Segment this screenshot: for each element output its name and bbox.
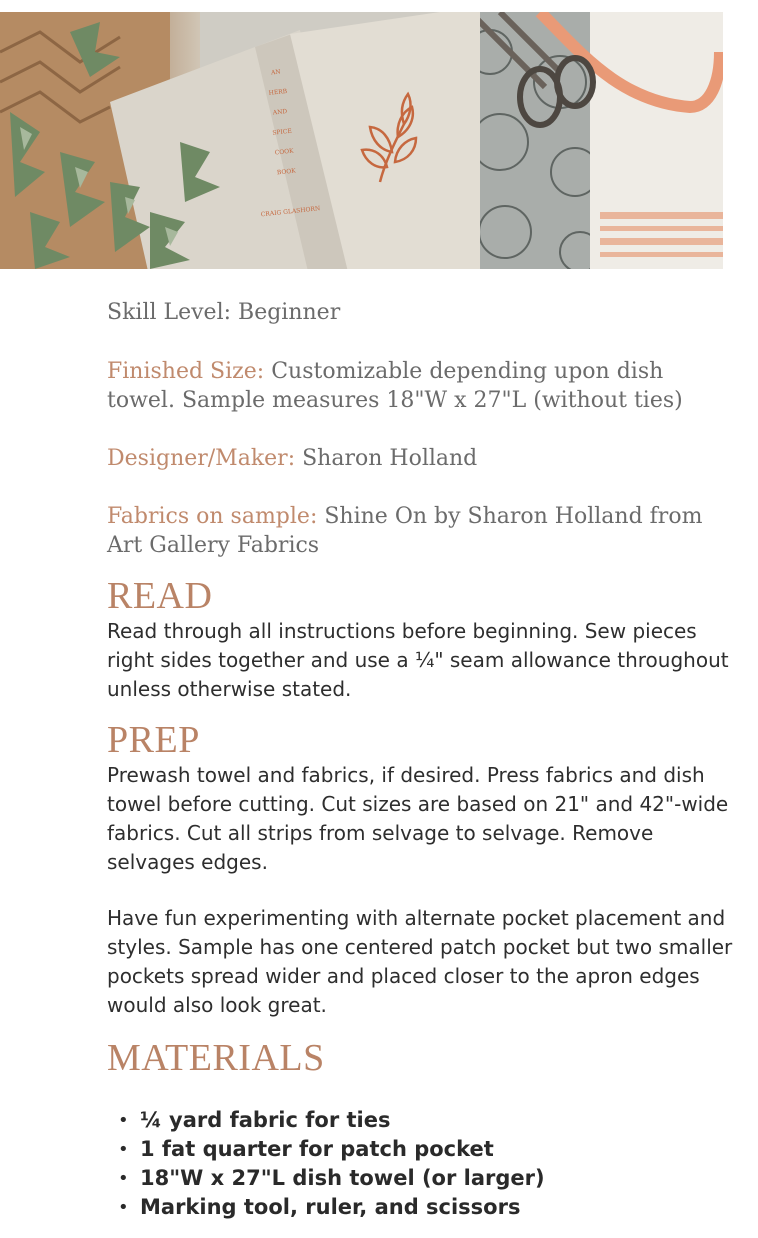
hero-illustration xyxy=(0,12,723,269)
finished-size xyxy=(107,357,727,415)
list-item: • 18"W x 27"L dish towel (or larger) xyxy=(118,1166,545,1190)
list-item: • ¼ yard fabric for ties xyxy=(118,1108,391,1132)
material-item-1: ¼ yard fabric for ties xyxy=(140,1108,391,1132)
skill-level xyxy=(107,298,727,327)
list-item: • Marking tool, ruler, and scissors xyxy=(118,1195,521,1219)
finished-size-label: Finished Size: xyxy=(107,359,265,384)
material-item-3: 18"W x 27"L dish towel (or larger) xyxy=(140,1166,545,1190)
spine-line-4: SPICE xyxy=(272,127,293,137)
read-heading: READ xyxy=(107,575,213,617)
fabrics-on-sample xyxy=(107,502,727,560)
list-item: • 1 fat quarter for patch pocket xyxy=(118,1137,494,1161)
finished-size-value: Customizable depending upon dish towel. Sample measures 18"W x 27"L (without ties) xyxy=(107,359,683,413)
spine-line-1: AN xyxy=(270,68,281,77)
spine-line-3: AND xyxy=(272,108,288,117)
skill-level-value: Beginner xyxy=(238,300,341,325)
read-text: Read through all instructions before beginning. Sew pieces right sides together and use a ¼" seam allowance throughout unless otherwise stated. xyxy=(107,619,729,701)
fabrics-value: Shine On by Sharon Holland from Art Gallery Fabrics xyxy=(107,504,703,558)
designer-value: Sharon Holland xyxy=(302,446,478,471)
materials-heading: MATERIALS xyxy=(107,1037,325,1079)
materials-list xyxy=(115,1106,545,1222)
designer-maker xyxy=(107,444,727,473)
spine-line-2: HERB xyxy=(268,87,288,97)
hero-photo xyxy=(0,12,723,269)
spine-author: CRAIG GLASHORN xyxy=(260,205,321,219)
material-item-4: Marking tool, ruler, and scissors xyxy=(140,1195,521,1219)
fabrics-label: Fabrics on sample: xyxy=(107,504,318,529)
skill-level-label: Skill Level: xyxy=(107,300,232,325)
spine-line-5: COOK xyxy=(274,147,294,157)
designer-label: Designer/Maker: xyxy=(107,446,296,471)
prep-heading: PREP xyxy=(107,719,200,761)
spine-line-6: BOOK xyxy=(276,167,297,177)
prep-text-pockets: Have fun experimenting with alternate pocket placement and styles. Sample has one centered patch pocket but two smaller pockets spread wider and placed closer to the apron edges would also look great. xyxy=(107,906,733,1017)
material-item-2: 1 fat quarter for patch pocket xyxy=(140,1137,494,1161)
prep-text: Prewash towel and fabrics, if desired. Press fabrics and dish towel before cutting. Cut sizes are based on 21" and 42"-wide fabrics. Cut all strips from selvage to selvage. Remove selvages edges. xyxy=(107,763,729,874)
